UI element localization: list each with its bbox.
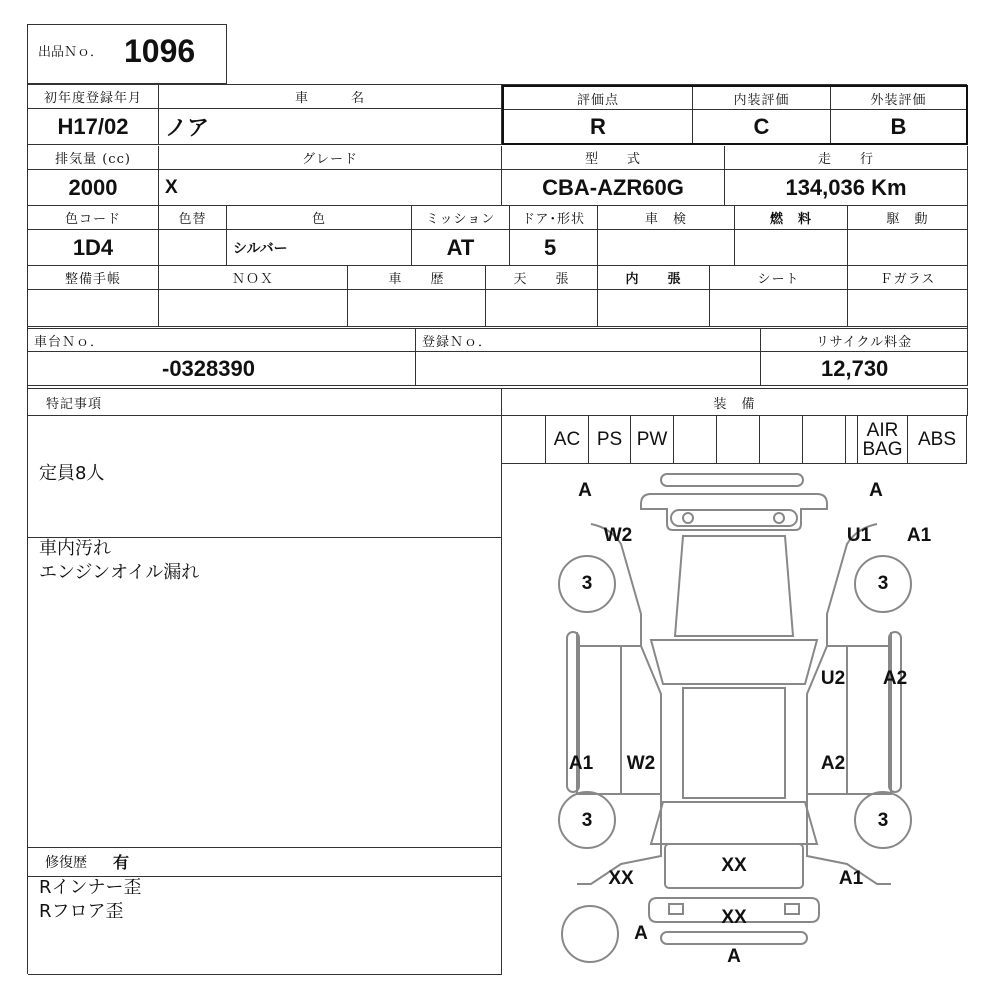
- history-value: [348, 290, 486, 327]
- drive-value: [848, 230, 968, 266]
- cc-value: 2000: [28, 170, 159, 206]
- door-label: ドア･形状: [510, 206, 598, 230]
- registration-label: 登録Ｎｏ．: [416, 328, 761, 352]
- notes-label: 特記事項: [28, 388, 502, 416]
- mark-rear-hatch: XX: [721, 855, 747, 876]
- recycle-label: リサイクル料金: [761, 328, 968, 352]
- front-bumper: [641, 494, 827, 530]
- mark-front-door-right-edge: A2: [882, 668, 908, 689]
- color-code-label: 色コード: [28, 206, 159, 230]
- mark-front-door-right: U2: [820, 668, 846, 689]
- name-label: 車 名: [159, 85, 502, 109]
- mark-rear-bumper-left: A: [634, 923, 648, 944]
- interior-value: C: [693, 110, 831, 143]
- recycle-value: 12,730: [761, 352, 968, 386]
- evaluation-box: [502, 85, 968, 145]
- drive-label: 駆 動: [848, 206, 968, 230]
- exterior-label: 外装評価: [831, 87, 966, 110]
- notes-line-1: 定員8人: [39, 463, 105, 484]
- car-diagram: [501, 464, 967, 974]
- repair-notes: Rインナー歪 Rフロア歪: [39, 877, 142, 922]
- fuel-label: 燃 料: [735, 206, 848, 230]
- service-label: 整備手帳: [28, 266, 159, 290]
- door-value: 5: [510, 230, 598, 266]
- mark-rear-door-right: A2: [820, 753, 846, 774]
- equipment-slot-4: [674, 416, 717, 463]
- equipment-slot-7: [803, 416, 846, 463]
- service-value: [28, 290, 159, 327]
- mark-front-fender-right: U1: [846, 525, 872, 546]
- equipment-pw: PW: [631, 416, 674, 463]
- hood: [675, 536, 793, 636]
- emblem-left: [683, 513, 693, 523]
- equipment-abs: ABS: [917, 429, 957, 450]
- equipment-slot-5: [717, 416, 760, 463]
- repair-history-value: 有: [113, 853, 130, 872]
- exterior-value: B: [890, 113, 907, 139]
- mission-value: AT: [412, 230, 510, 266]
- repair-history-label: 修復歴: [45, 855, 87, 871]
- year-label: 初年度登録年月: [28, 85, 159, 109]
- mark-tire-front-left: 3: [581, 573, 593, 594]
- model-label: 型 式: [502, 146, 725, 170]
- right-front-door: [807, 646, 891, 794]
- spacer-row-2: [28, 386, 968, 387]
- grade-label: グレード: [159, 146, 502, 170]
- mark-rear-bottom: A: [727, 946, 741, 967]
- seat-value: [710, 290, 848, 327]
- mark-rear-door-left: A1: [568, 753, 594, 774]
- fuel-value: [735, 230, 848, 266]
- color-value: シルバー: [227, 230, 412, 266]
- score-label: 評価点: [504, 87, 693, 110]
- notes-divider-2: [28, 847, 501, 848]
- color-label: 色: [227, 206, 412, 230]
- name-value: ノア: [159, 109, 502, 145]
- rear-bumper-plate-right: [785, 904, 799, 914]
- color-code-value: 1D4: [28, 230, 159, 266]
- chassis-value: -0328390: [28, 352, 416, 386]
- equipment-slot-8: [846, 416, 858, 463]
- nox-value: [159, 290, 348, 327]
- notes-line-2: 車内汚れ エンジンオイル漏れ: [39, 538, 200, 583]
- rear-bumper-bottom: [661, 932, 807, 944]
- year-value: H17/02: [28, 109, 159, 145]
- mark-front-right: A: [869, 480, 883, 501]
- repaint-value: [159, 230, 227, 266]
- mark-rear-glass-left: W2: [626, 753, 656, 774]
- mark-quarter-left: XX: [608, 868, 634, 889]
- front-bumper-top: [661, 474, 803, 486]
- equipment-slot-0: [501, 416, 546, 463]
- equipment-ps: PS: [589, 416, 631, 463]
- mileage-value: 134,036 Km: [725, 170, 968, 206]
- equipment-ac: AC: [546, 416, 589, 463]
- mark-rear-bumper: XX: [721, 907, 747, 928]
- nox-label: ＮＯＸ: [159, 266, 348, 290]
- mark-quarter-right: A1: [838, 868, 864, 889]
- score-value: R: [504, 110, 693, 143]
- chassis-label: 車台Ｎｏ．: [28, 328, 416, 352]
- model-value: CBA-AZR60G: [502, 170, 725, 206]
- equipment-label: 装 備: [502, 388, 968, 416]
- glass-label: Ｆガラス: [848, 266, 968, 290]
- mission-label: ミッション: [412, 206, 510, 230]
- lot-label: 出品Ｎｏ．: [38, 45, 104, 60]
- inspection-label: 車 検: [598, 206, 735, 230]
- mileage-label: 走 行: [725, 146, 968, 170]
- lot-number: 1096: [124, 33, 196, 69]
- cc-label: 排気量 (cc): [28, 146, 159, 170]
- equipment-airbag: AIR BAG: [858, 416, 908, 463]
- mark-tire-rear-left: 3: [581, 810, 593, 831]
- rear-glass: [651, 802, 817, 844]
- inspection-value: [598, 230, 735, 266]
- roof-label: 天 張: [486, 266, 598, 290]
- mark-front-fender-right-edge: A1: [906, 525, 932, 546]
- mark-front-left: A: [578, 480, 592, 501]
- seat-label: シート: [710, 266, 848, 290]
- repaint-label: 色替: [159, 206, 227, 230]
- mark-tire-rear-right: 3: [877, 810, 889, 831]
- spare-tire: [562, 906, 618, 962]
- interior-trim-value: [598, 290, 710, 327]
- rear-bumper-plate-left: [669, 904, 683, 914]
- roof: [683, 688, 785, 798]
- emblem-right: [774, 513, 784, 523]
- roof-value: [486, 290, 598, 327]
- interior-label: 内装評価: [693, 87, 831, 110]
- equipment-slot-6: [760, 416, 803, 463]
- interior-trim-label: 内 張: [598, 266, 710, 290]
- history-label: 車 歴: [348, 266, 486, 290]
- registration-value: [416, 352, 761, 386]
- front-glass: [651, 640, 817, 684]
- grade-value: X: [159, 170, 502, 206]
- mark-tire-front-right: 3: [877, 573, 889, 594]
- lot-number-box: [27, 24, 227, 84]
- mark-windshield: W2: [603, 525, 633, 546]
- glass-value: [848, 290, 968, 327]
